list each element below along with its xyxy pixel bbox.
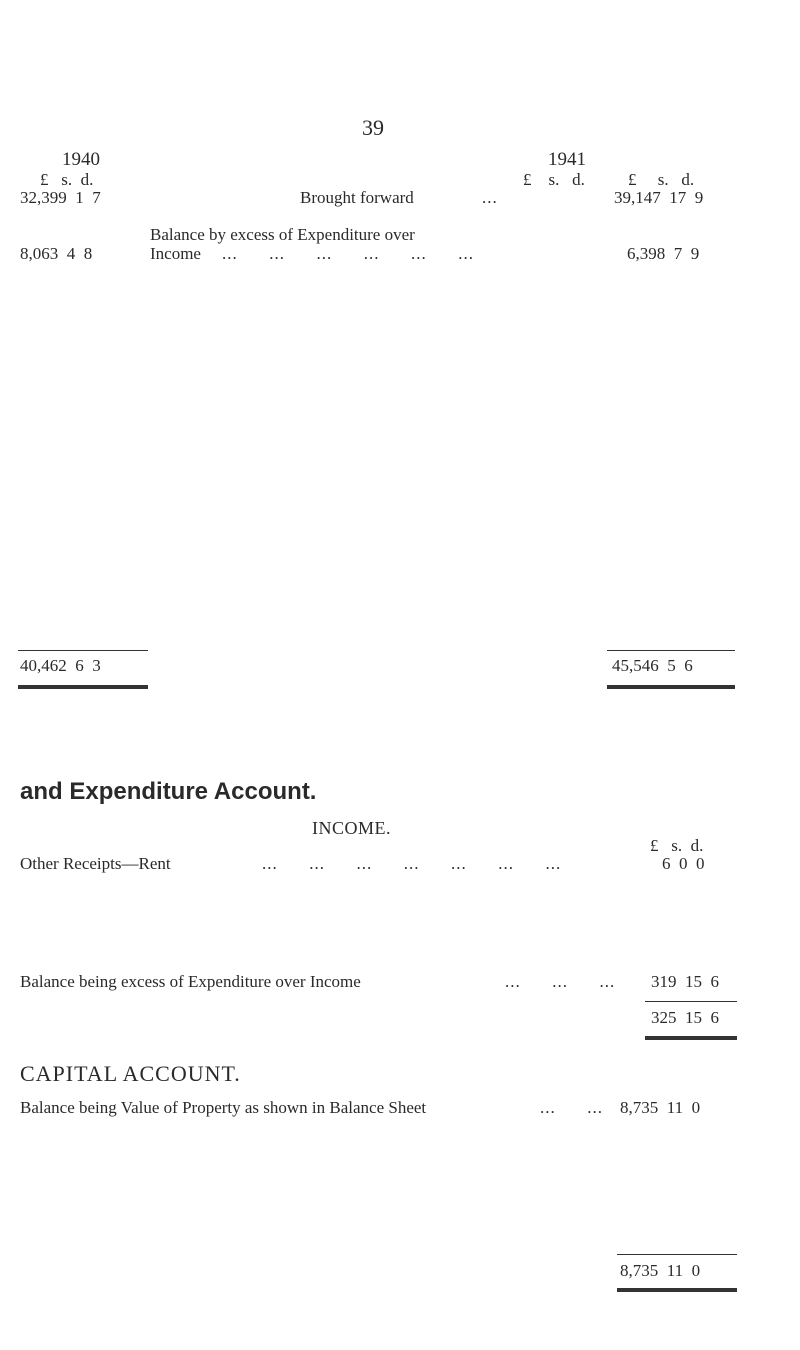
amount-other-receipts: 6 0 0 xyxy=(662,854,705,873)
total-double-rule-1940 xyxy=(18,685,148,689)
units-1941-right: £ s. d. xyxy=(628,170,695,189)
units-income: £ s. d. xyxy=(650,836,704,855)
income-heading: INCOME. xyxy=(312,818,391,838)
total-rule-income xyxy=(645,1001,737,1002)
amount-1941-brought-forward: 39,147 17 9 xyxy=(614,188,704,207)
label-brought-forward: Brought forward xyxy=(300,188,414,207)
year-1941: 1941 xyxy=(548,149,586,170)
amount-1940-brought-forward: 32,399 1 7 xyxy=(20,188,101,207)
total-1940: 40,462 6 3 xyxy=(20,656,101,675)
units-1940: £ s. d. xyxy=(40,170,94,189)
label-other-receipts: Other Receipts—Rent xyxy=(20,854,171,873)
total-1941: 45,546 5 6 xyxy=(612,656,693,675)
year-1940: 1940 xyxy=(62,149,100,170)
amount-value-of-property: 8,735 11 0 xyxy=(620,1098,701,1117)
label-balance-being-excess: Balance being excess of Expenditure over Income xyxy=(20,972,361,991)
section-title-capital-account: CAPITAL ACCOUNT. xyxy=(20,1061,241,1086)
label-value-of-property: Balance being Value of Property as shown in Balance Sheet xyxy=(20,1098,427,1117)
leader-balance-excess: ... ... ... ... ... ... xyxy=(222,244,474,263)
leader-brought-forward: ... xyxy=(482,188,498,207)
page-number: 39 xyxy=(362,115,384,140)
amount-balance-being-excess: 319 15 6 xyxy=(651,972,719,991)
total-income: 325 15 6 xyxy=(651,1008,719,1027)
label-balance-excess-line2: Income xyxy=(150,244,201,263)
section-title-expenditure-account: and Expenditure Account. xyxy=(20,778,317,805)
amount-1940-balance: 8,063 4 8 xyxy=(20,244,93,263)
units-1941-left: £ s. d. xyxy=(523,170,585,189)
total-double-rule-capital xyxy=(617,1288,737,1292)
total-rule-1940 xyxy=(18,650,148,651)
leader-balance-being-excess: ... ... ... xyxy=(505,972,616,991)
amount-1941-balance: 6,398 7 9 xyxy=(627,244,700,263)
total-rule-capital xyxy=(617,1254,737,1255)
total-rule-1941 xyxy=(607,650,735,651)
leader-value-of-property: ... ... xyxy=(540,1098,603,1117)
total-double-rule-1941 xyxy=(607,685,735,689)
leader-other-receipts: ... ... ... ... ... ... ... xyxy=(262,854,562,873)
label-balance-excess-line1: Balance by excess of Expenditure over xyxy=(150,225,415,244)
total-double-rule-income xyxy=(645,1036,737,1040)
total-capital: 8,735 11 0 xyxy=(620,1261,701,1280)
